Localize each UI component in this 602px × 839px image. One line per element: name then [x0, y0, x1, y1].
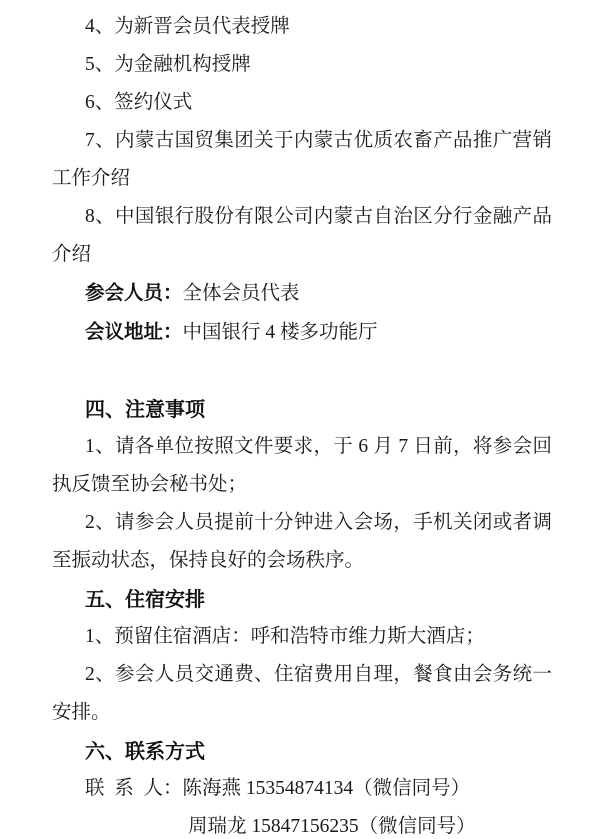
notes-item-1-line-2: 执反馈至协会秘书处； — [52, 474, 248, 495]
accommodation-item-1: 1、预留住宿酒店：呼和浩特市维力斯大酒店； — [85, 626, 485, 647]
section-heading-contact: 六、联系方式 — [85, 739, 205, 763]
section-heading-accommodation: 五、住宿安排 — [85, 587, 205, 611]
accommodation-item-2-line-1: 2、参会人员交通费、住宿费用自理，餐食由会务统一 — [85, 664, 552, 685]
attendees-label: 参会人员： — [85, 281, 183, 304]
notes-item-2-line-1: 2、请参会人员提前十分钟进入会场，手机关闭或者调 — [85, 512, 552, 533]
notes-item-1-line-1: 1、请各单位按照文件要求，于 6 月 7 日前，将参会回 — [85, 436, 552, 457]
notes-item-2-line-2: 至振动状态，保持良好的会场秩序。 — [52, 550, 365, 571]
agenda-item-5: 5、为金融机构授牌 — [85, 54, 251, 75]
contact-person-line-2: 周瑞龙 15847156235（微信同号） — [188, 816, 476, 837]
attendees-line — [52, 274, 552, 313]
venue-label: 会议地址： — [85, 320, 183, 343]
agenda-item-8-line-2: 介绍 — [52, 244, 92, 265]
venue-line — [52, 313, 552, 352]
agenda-item-6: 6、签约仪式 — [85, 92, 193, 113]
accommodation-item-2-line-2: 安排。 — [52, 702, 111, 723]
contact-person-line-1: 联 系 人：陈海燕 15354874134（微信同号） — [85, 778, 471, 799]
attendees-value: 全体会员代表 — [182, 283, 300, 304]
agenda-item-7-line-1: 7、内蒙古国贸集团关于内蒙古优质农畜产品推广营销 — [85, 130, 552, 151]
agenda-item-7-line-2: 工作介绍 — [52, 168, 131, 189]
agenda-item-8-line-1: 8、中国银行股份有限公司内蒙古自治区分行金融产品 — [85, 206, 552, 227]
venue-value: 中国银行 4 楼多功能厅 — [182, 322, 378, 343]
agenda-item-4: 4、为新晋会员代表授牌 — [85, 16, 290, 37]
section-heading-notes: 四、注意事项 — [85, 397, 205, 421]
